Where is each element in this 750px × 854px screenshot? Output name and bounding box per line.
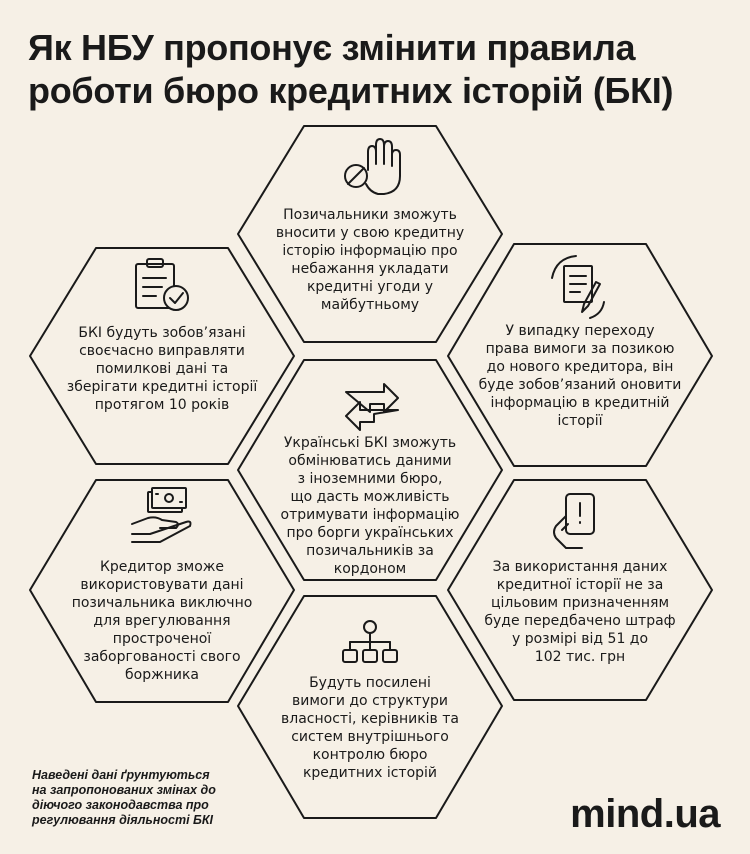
clipboard-check-icon <box>136 259 188 310</box>
stop-hand-icon <box>345 139 400 194</box>
title-line-2: роботи бюро кредитних історій (БКІ) <box>28 70 674 111</box>
cell-center-text: Українські БКІ зможуть обмінюватись даними з іноземними бюро, що дасть можливість отримувати інформацію про борги українських позичальників за кордоном <box>280 435 460 577</box>
title-line-1: Як НБУ пропонує змінити правила <box>28 27 636 68</box>
cell-right-lower-text: За використання даних кредитної історії не за цільовим призначенням буде передбачено штраф у розмірі від 51 до 102 тис. грн <box>484 559 676 665</box>
hand-money-icon <box>132 488 191 542</box>
cell-bottom-text: Будуть посилені вимоги до структури власності, керівників та систем внутрішнього контролю бюро кредитних історій <box>281 675 459 781</box>
org-structure-icon <box>343 621 397 662</box>
cell-left-upper-text: БКІ будуть зобов’язані своєчасно виправляти помилкові дані та зберігати кредитні історії протягом 10 років <box>66 325 258 413</box>
document-edit-icon <box>552 256 604 318</box>
footnote: Наведені дані ґрунтуються на запропонованих змінах до діючого законодавства про регулювання діяльності БКІ <box>32 768 216 827</box>
brand-logo: mind.ua <box>570 792 720 836</box>
cell-left-lower-text: Кредитор зможе використовувати дані позичальника виключно для врегулювання простроченої заборгованості свого боржника <box>71 559 253 683</box>
cell-top-text: Позичальники зможуть вносити у свою кредитну історію інформацію про небажання укладати кредитні угоди у майбутньому <box>275 207 465 313</box>
phone-alert-icon <box>554 494 594 548</box>
exchange-arrows-icon <box>346 384 398 430</box>
cell-right-upper-text: У випадку переходу права вимоги за позикою до нового кредитора, він буде зобов’язаний оновити інформацію в кредитній історії <box>478 323 682 429</box>
